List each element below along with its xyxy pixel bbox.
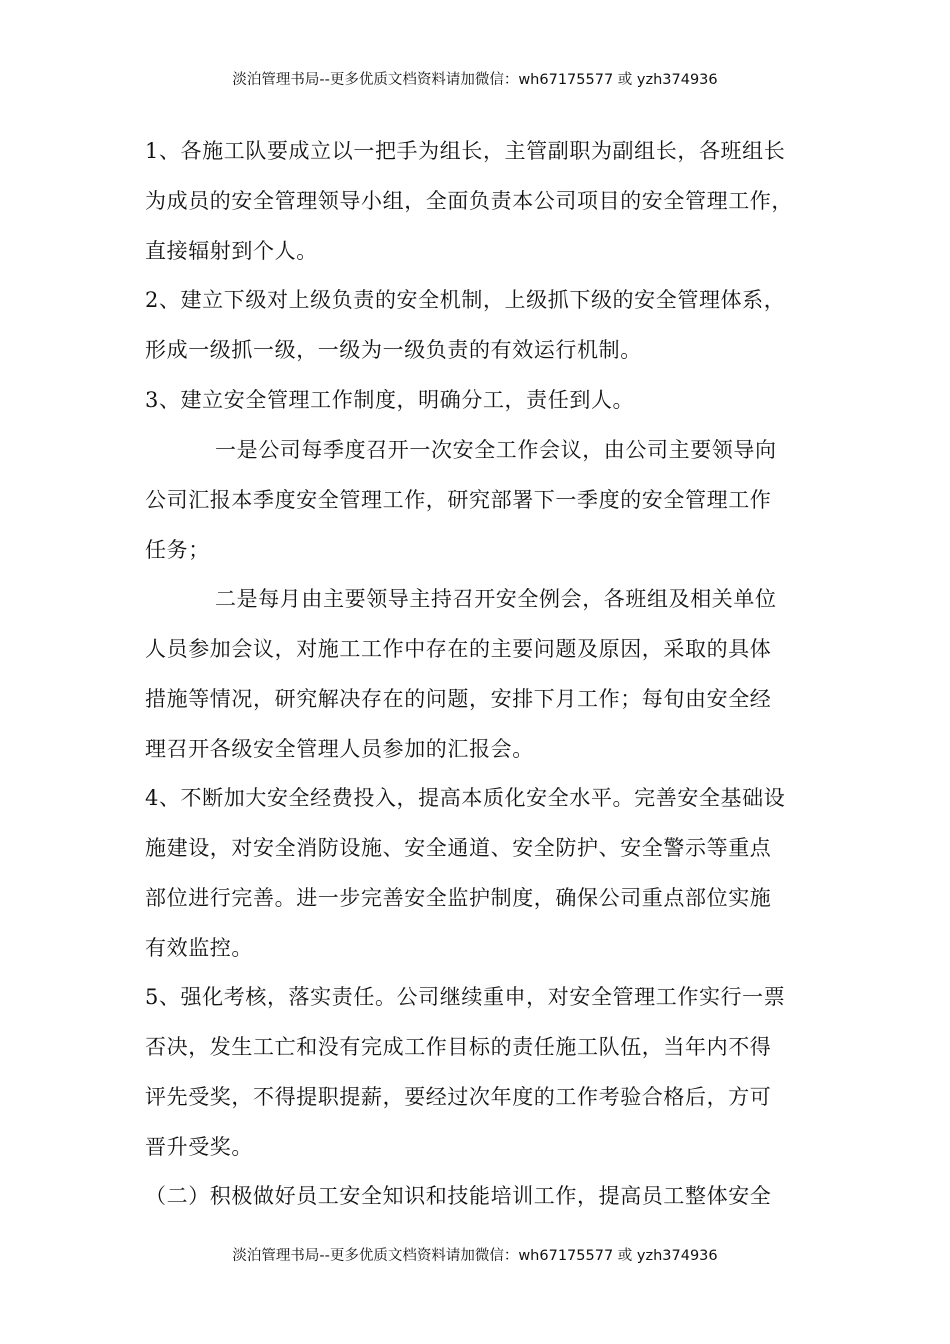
text-line: 评先受奖，不得提职提薪，要经过次年度的工作考验合格后，方可 [145, 1085, 772, 1109]
text-line: 任务； [145, 538, 210, 562]
page-footer: 淡泊管理书局--更多优质文档资料请加微信：wh67175577 或 yzh374936 [232, 1248, 718, 1264]
text-line: 部位进行完善。进一步完善安全监护制度，确保公司重点部位实施 [145, 886, 772, 910]
text-line: 5、强化考核，落实责任。公司继续重申，对安全管理工作实行一票 [145, 985, 786, 1009]
text-line: 3、建立安全管理工作制度，明确分工，责任到人。 [145, 388, 635, 412]
text-line: 2、建立下级对上级负责的安全机制，上级抓下级的安全管理体系， [145, 288, 786, 312]
page-header: 淡泊管理书局--更多优质文档资料请加微信：wh67175577 或 yzh374936 [232, 72, 718, 88]
text-line: 为成员的安全管理领导小组，全面负责本公司项目的安全管理工作， [145, 189, 793, 213]
text-line: 4、不断加大安全经费投入，提高本质化安全水平。完善安全基础设 [145, 786, 786, 810]
text-line: 公司汇报本季度安全管理工作，研究部署下一季度的安全管理工作 [145, 488, 772, 512]
text-line: 晋升受奖。 [145, 1135, 253, 1159]
text-line: 一是公司每季度召开一次安全工作会议，由公司主要领导向 [215, 438, 777, 462]
text-line: 理召开各级安全管理人员参加的汇报会。 [145, 737, 534, 761]
text-line: 1、各施工队要成立以一把手为组长，主管副职为副组长，各班组长 [145, 139, 786, 163]
text-line: 直接辐射到个人。 [145, 239, 318, 263]
text-line: 人员参加会议，对施工工作中存在的主要问题及原因，采取的具体 [145, 637, 772, 661]
text-line: 措施等情况，研究解决存在的问题，安排下月工作；每旬由安全经 [145, 687, 772, 711]
text-line: 否决，发生工亡和没有完成工作目标的责任施工队伍，当年内不得 [145, 1035, 772, 1059]
text-line: 施建设，对安全消防设施、安全通道、安全防护、安全警示等重点 [145, 836, 772, 860]
text-line: 有效监控。 [145, 936, 253, 960]
text-line: 形成一级抓一级，一级为一级负责的有效运行机制。 [145, 338, 642, 362]
text-line: 二是每月由主要领导主持召开安全例会，各班组及相关单位 [215, 587, 777, 611]
text-line: （二）积极做好员工安全知识和技能培训工作，提高员工整体安全 [145, 1184, 772, 1208]
